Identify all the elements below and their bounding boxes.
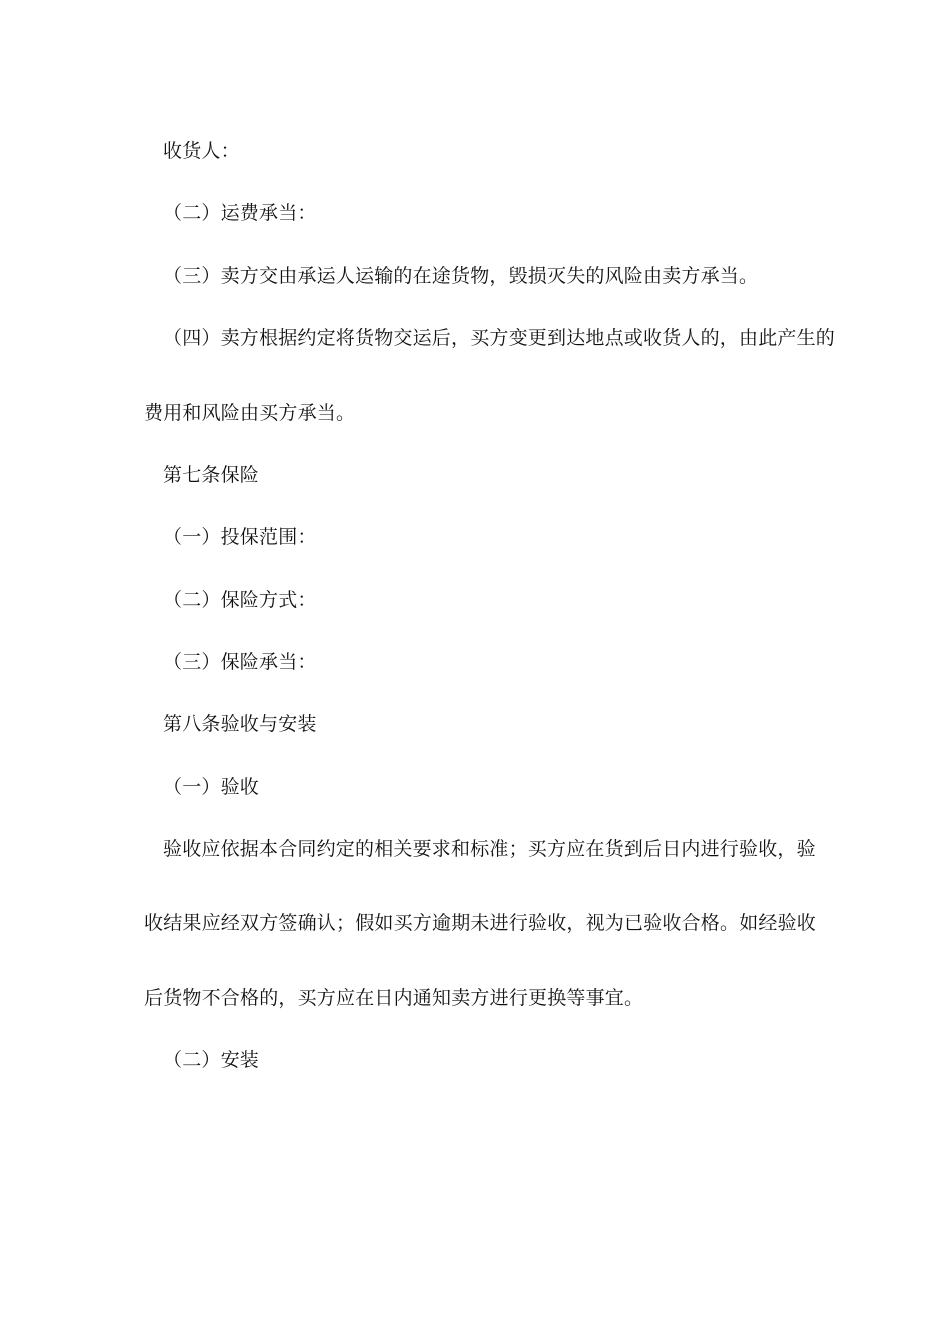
insurance-scope-clause: （一）投保范围： — [163, 526, 317, 548]
insurance-method-clause: （二）保险方式： — [163, 589, 317, 611]
acceptance-paragraph-line-1: 验收应依据本合同约定的相关要求和标准；买方应在货到后日内进行验收，验 — [163, 838, 816, 860]
change-destination-clause-cont: 费用和风险由买方承当。 — [144, 402, 356, 424]
installation-subheading: （二）安装 — [163, 1049, 260, 1071]
insurance-bearer-clause: （三）保险承当： — [163, 651, 317, 673]
change-destination-clause: （四）卖方根据约定将货物交运后，买方变更到达地点或收货人的，由此产生的 — [163, 327, 836, 349]
article-8-heading: 第八条验收与安装 — [163, 713, 317, 735]
consignee-label: 收货人： — [163, 140, 240, 162]
article-7-heading: 第七条保险 — [163, 464, 260, 486]
acceptance-subheading: （一）验收 — [163, 776, 260, 798]
transit-risk-clause: （三）卖方交由承运人运输的在途货物，毁损灭失的风险由卖方承当。 — [163, 265, 759, 287]
acceptance-paragraph-line-2: 收结果应经双方签确认；假如买方逾期未进行验收，视为已验收合格。如经验收 — [144, 912, 817, 934]
acceptance-paragraph-line-3: 后货物不合格的，买方应在日内通知卖方进行更换等事宜。 — [144, 987, 644, 1009]
freight-clause: （二）运费承当： — [163, 202, 317, 224]
